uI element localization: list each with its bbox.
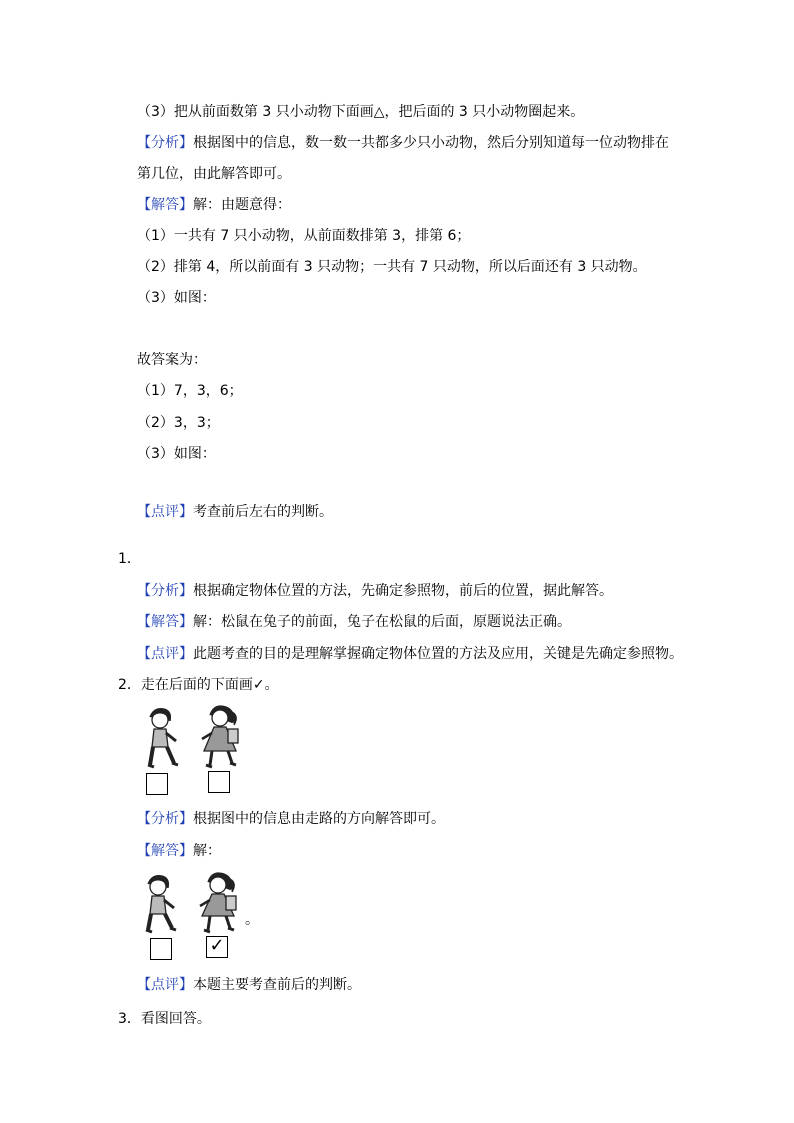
comment-tag: 【点评】 [137, 646, 193, 662]
item-2-number: 2． [118, 677, 141, 693]
answer-text: 解：松鼠在兔子的前面，兔子在松鼠的后面，原题说法正确。 [193, 614, 571, 630]
walking-children-figure [140, 703, 248, 799]
analysis-tag: 【分析】 [137, 583, 193, 599]
item-1-number: 1． [118, 551, 141, 567]
final-answer-intro: 故答案为： [137, 352, 207, 368]
final-answer-3: （3）如图： [137, 446, 216, 462]
answer-text: 解： [193, 843, 221, 859]
item-1-analysis [137, 581, 613, 601]
answer-box-right [208, 771, 230, 793]
analysis-text: 根据图中的信息，数一数一共都多少只小动物，然后分别知道每一位动物排在 [193, 135, 669, 151]
item-1-comment [137, 644, 683, 664]
question-3-text: （3）把从前面数第 3 只小动物下面画△，把后面的 3 只小动物圈起来。 [137, 104, 585, 120]
analysis-paragraph [137, 133, 669, 153]
item-1-answer [137, 612, 571, 632]
analysis-text: 根据图中的信息由走路的方向解答即可。 [193, 811, 445, 827]
checkmark-icon: ✓ [209, 935, 225, 956]
answer-paragraph [137, 195, 291, 215]
comment-text: 此题考查的目的是理解掌握确定物体位置的方法及应用，关键是先确定参照物。 [193, 646, 683, 662]
item-2-question-text: 走在后面的下面画✓。 [140, 677, 279, 693]
comment-text: 考查前后左右的判断。 [193, 504, 333, 520]
answer-tag: 【解答】 [137, 197, 193, 213]
walking-children-answer-figure [138, 870, 246, 964]
analysis-text: 根据确定物体位置的方法，先确定参照物，前后的位置，据此解答。 [193, 583, 613, 599]
item-2-answer [137, 841, 221, 861]
comment-paragraph [137, 502, 333, 522]
comment-text: 本题主要考查前后的判断。 [193, 977, 361, 993]
answer-line-3: （3）如图： [137, 290, 216, 306]
item-2-analysis [137, 809, 445, 829]
item-3-question [118, 1009, 211, 1029]
answer-line-1: （1）一共有 7 只小动物，从前面数排第 3，排第 6； [137, 228, 471, 244]
final-answer-1: （1）7，3，6； [137, 383, 243, 399]
analysis-tag: 【分析】 [137, 135, 193, 151]
answer-box-left [146, 773, 168, 795]
item-3-number: 3． [118, 1011, 141, 1027]
final-answer-2: （2）3，3； [137, 415, 220, 431]
answer-line-2: （2）排第 4，所以前面有 3 只动物；一共有 7 只动物，所以后面还有 3 只动物。 [137, 259, 647, 275]
comment-tag: 【点评】 [137, 504, 193, 520]
analysis-text-cont: 第几位，由此解答即可。 [137, 166, 291, 182]
answer-box-left [150, 938, 172, 960]
comment-tag: 【点评】 [137, 977, 193, 993]
answer-tag: 【解答】 [137, 614, 193, 630]
item-2-comment [137, 975, 361, 995]
answer-box-right-checked [206, 936, 228, 958]
answer-tag: 【解答】 [137, 843, 193, 859]
item-3-question-text: 看图回答。 [140, 1011, 211, 1027]
answer-intro: 解：由题意得： [193, 197, 291, 213]
figure-period: 。 [245, 912, 259, 928]
analysis-tag: 【分析】 [137, 811, 193, 827]
item-2-question [118, 675, 279, 695]
